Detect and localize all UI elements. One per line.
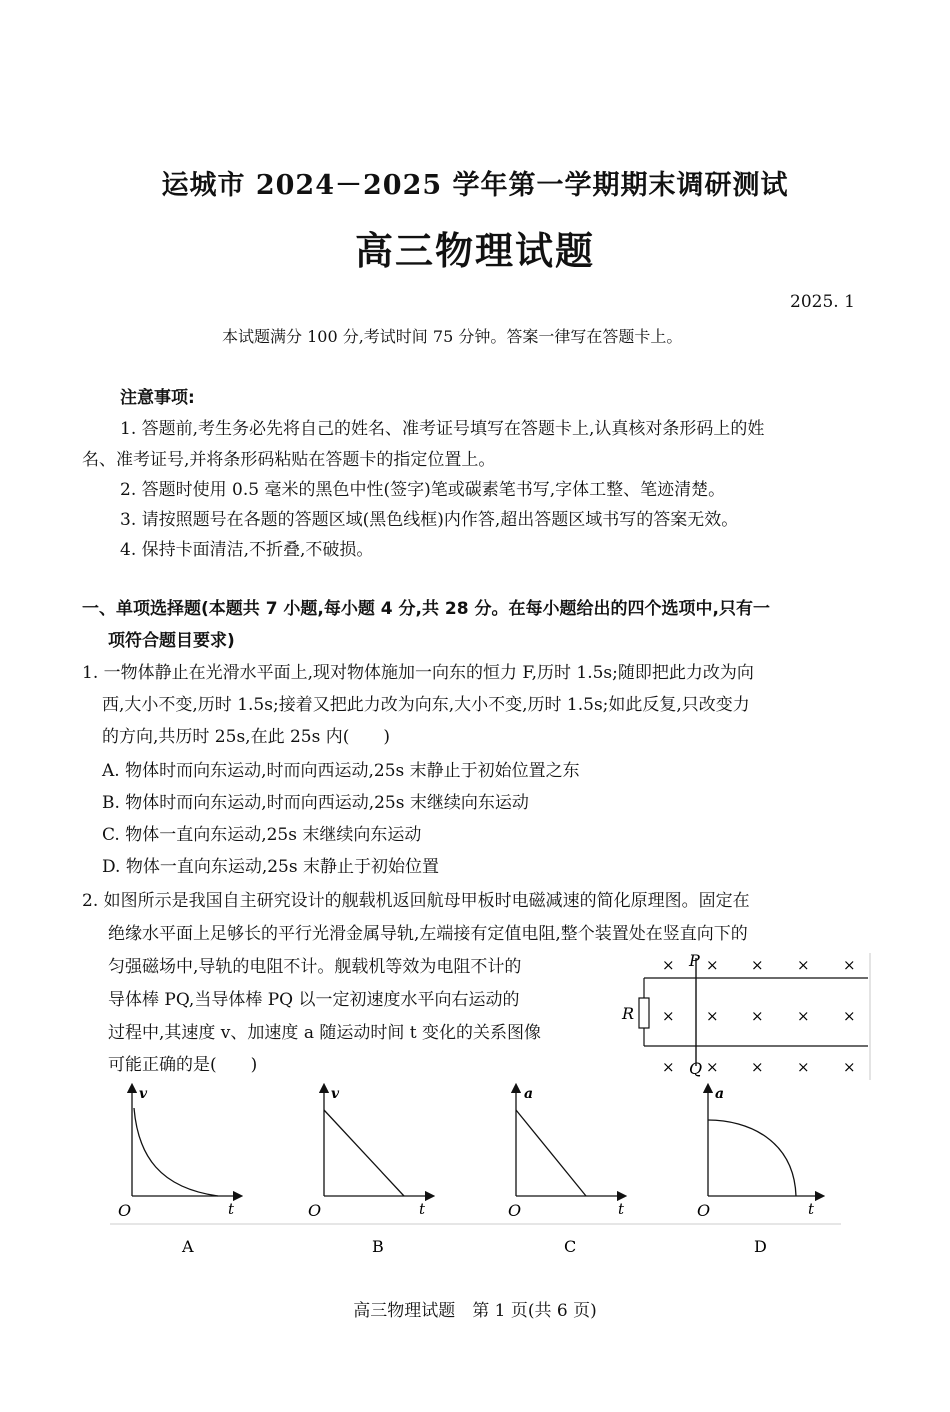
rail-circuit-diagram (610, 948, 880, 1083)
page-footer: 高三物理试题 第 1 页(共 6 页) (353, 1301, 597, 1321)
svg-text:×: × (706, 956, 719, 974)
exam-intro: 本试题满分 100 分,考试时间 75 分钟。答案一律写在答题卡上。 (222, 327, 683, 346)
q1-stem-line2: 西,大小不变,历时 1.5s;接着又把此力改为向东,大小不变,历时 1.5s;如此反复,只改变力 (102, 695, 750, 715)
graph-a-ylabel: v (139, 1086, 148, 1102)
svg-text:×: × (843, 1058, 856, 1076)
section-heading-cont: 项符合题目要求) (108, 631, 235, 651)
q1-stem-line1: 1. 一物体静止在光滑水平面上,现对物体施加一向东的恒力 F,历时 1.5s;随即把此力改为向 (82, 663, 754, 683)
graph-d (697, 1086, 820, 1256)
svg-text:×: × (843, 1007, 856, 1025)
svg-text:×: × (797, 1007, 810, 1025)
graph-b-caption: B (372, 1237, 384, 1256)
graph-a-curve (134, 1108, 218, 1196)
option-graphs (108, 1078, 843, 1260)
graph-c-origin: O (508, 1201, 522, 1220)
graph-b-line (324, 1110, 404, 1196)
graph-b-xlabel: t (419, 1200, 426, 1218)
exam-title: 运城市 2024－2025 学年第一学期期末调研测试 (161, 170, 789, 201)
graph-c-ylabel: a (524, 1086, 534, 1102)
svg-text:×: × (662, 1007, 675, 1025)
graph-c (508, 1086, 625, 1256)
q1-option-a: A. 物体时而向东运动,时而向西运动,25s 末静止于初始位置之东 (102, 761, 580, 781)
q1-option-c: C. 物体一直向东运动,25s 末继续向东运动 (102, 825, 422, 845)
graph-a (118, 1086, 238, 1256)
graph-b (308, 1086, 430, 1256)
graph-b-ylabel: v (331, 1086, 340, 1102)
q1-stem-line3: 的方向,共历时 25s,在此 25s 内( ) (102, 727, 390, 747)
q2-stem-line4: 导体棒 PQ,当导体棒 PQ 以一定初速度水平向右运动的 (108, 990, 520, 1010)
graph-a-origin: O (118, 1201, 132, 1220)
graph-c-line (516, 1110, 586, 1196)
notice-heading: 注意事项: (120, 388, 195, 408)
graph-c-xlabel: t (618, 1200, 625, 1218)
graph-a-xlabel: t (228, 1200, 235, 1218)
svg-text:×: × (751, 1007, 764, 1025)
notice-item-1-cont: 名、准考证号,并将条形码粘贴在答题卡的指定位置上。 (82, 450, 496, 470)
label-p: P (689, 951, 700, 970)
notice-item-4: 4. 保持卡面清洁,不折叠,不破损。 (120, 540, 374, 560)
graph-d-xlabel: t (808, 1200, 815, 1218)
svg-text:×: × (797, 1058, 810, 1076)
graph-d-ylabel: a (715, 1086, 725, 1102)
svg-text:×: × (662, 956, 675, 974)
q2-stem-line1: 2. 如图所示是我国自主研究设计的舰载机返回航母甲板时电磁减速的简化原理图。固定在 (82, 891, 750, 911)
notice-item-2: 2. 答题时使用 0.5 毫米的黑色中性(签字)笔或碳素笔书写,字体工整、笔迹清楚。 (120, 480, 726, 500)
notice-item-1: 1. 答题前,考生务必先将自己的姓名、准考证号填写在答题卡上,认真核对条形码上的姓 (120, 419, 765, 439)
graph-a-caption: A (182, 1237, 194, 1256)
svg-text:×: × (751, 1058, 764, 1076)
exam-date: 2025. 1 (790, 292, 855, 312)
svg-text:×: × (751, 956, 764, 974)
graph-d-caption: D (754, 1237, 767, 1256)
graph-d-curve (708, 1120, 796, 1196)
label-q: Q (689, 1059, 703, 1078)
graph-c-caption: C (564, 1237, 577, 1256)
svg-text:×: × (706, 1007, 719, 1025)
q1-option-b: B. 物体时而向东运动,时而向西运动,25s 末继续向东运动 (102, 793, 529, 813)
label-r: R (622, 1004, 635, 1023)
section-heading: 一、单项选择题(本题共 7 小题,每小题 4 分,共 28 分。在每小题给出的四个选项中,只有一 (82, 599, 770, 619)
graph-b-origin: O (308, 1201, 322, 1220)
svg-text:×: × (706, 1058, 719, 1076)
q2-stem-line3: 匀强磁场中,导轨的电阻不计。舰载机等效为电阻不计的 (108, 957, 522, 977)
subject-title: 高三物理试题 (354, 228, 595, 273)
q1-option-d: D. 物体一直向东运动,25s 末静止于初始位置 (102, 857, 439, 877)
graph-d-origin: O (697, 1201, 711, 1220)
q2-stem-line6: 可能正确的是( ) (108, 1055, 258, 1075)
magnetic-field-crosses (662, 956, 856, 1076)
notice-item-3: 3. 请按照题号在各题的答题区域(黑色线框)内作答,超出答题区域书写的答案无效。 (120, 510, 739, 530)
svg-text:×: × (843, 956, 856, 974)
svg-text:×: × (797, 956, 810, 974)
resistor (639, 998, 649, 1028)
svg-text:×: × (662, 1058, 675, 1076)
q2-stem-line5: 过程中,其速度 v、加速度 a 随运动时间 t 变化的关系图像 (108, 1023, 541, 1043)
q2-stem-line2: 绝缘水平面上足够长的平行光滑金属导轨,左端接有定值电阻,整个装置处在竖直向下的 (108, 924, 748, 944)
